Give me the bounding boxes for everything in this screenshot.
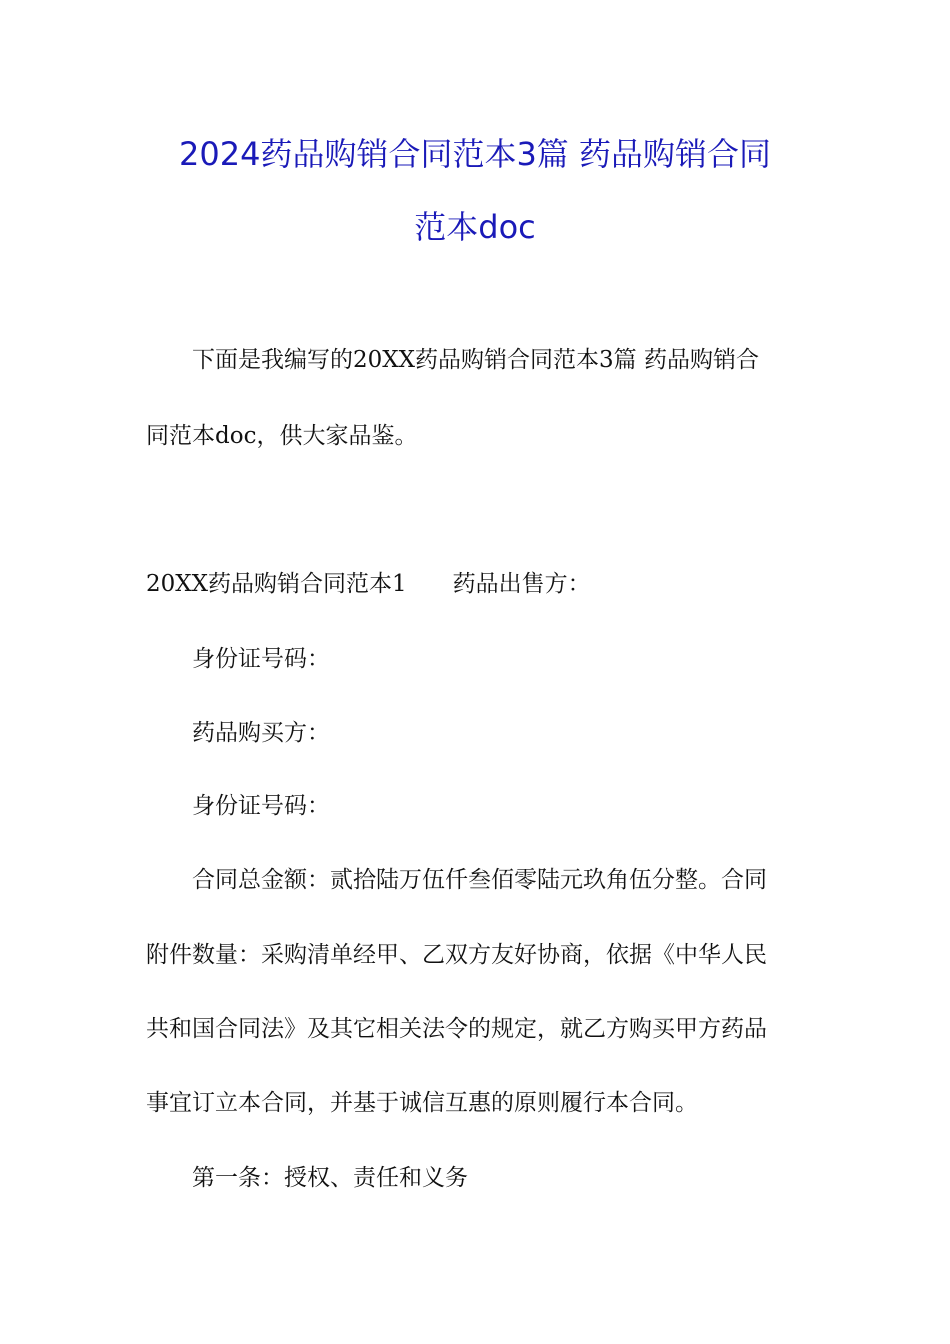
seller-id-label: 身份证号码： — [192, 646, 330, 672]
document-title-line-2: 范本doc — [414, 208, 536, 246]
buyer-label: 药品购买方： — [192, 720, 330, 746]
buyer-id-label: 身份证号码： — [192, 793, 330, 819]
intro-line-2: 同范本doc，供大家品鉴。 — [146, 423, 418, 449]
body-line-2: 附件数量：采购清单经甲、乙双方友好协商，依据《中华人民 — [146, 942, 767, 968]
contract-heading: 20XX药品购销合同范本1 药品出售方： — [146, 571, 591, 597]
body-line-4: 事宜订立本合同，并基于诚信互惠的原则履行本合同。 — [146, 1090, 698, 1116]
intro-line-1: 下面是我编写的20XX药品购销合同范本3篇 药品购销合 — [192, 347, 759, 373]
body-line-3: 共和国合同法》及其它相关法令的规定，就乙方购买甲方药品 — [146, 1016, 767, 1042]
body-line-1: 合同总金额：贰拾陆万伍仟叁佰零陆元玖角伍分整。合同 — [192, 867, 767, 893]
document-title-line-1: 2024药品购销合同范本3篇 药品购销合同 — [179, 135, 771, 173]
article-1-heading: 第一条：授权、责任和义务 — [192, 1165, 468, 1191]
